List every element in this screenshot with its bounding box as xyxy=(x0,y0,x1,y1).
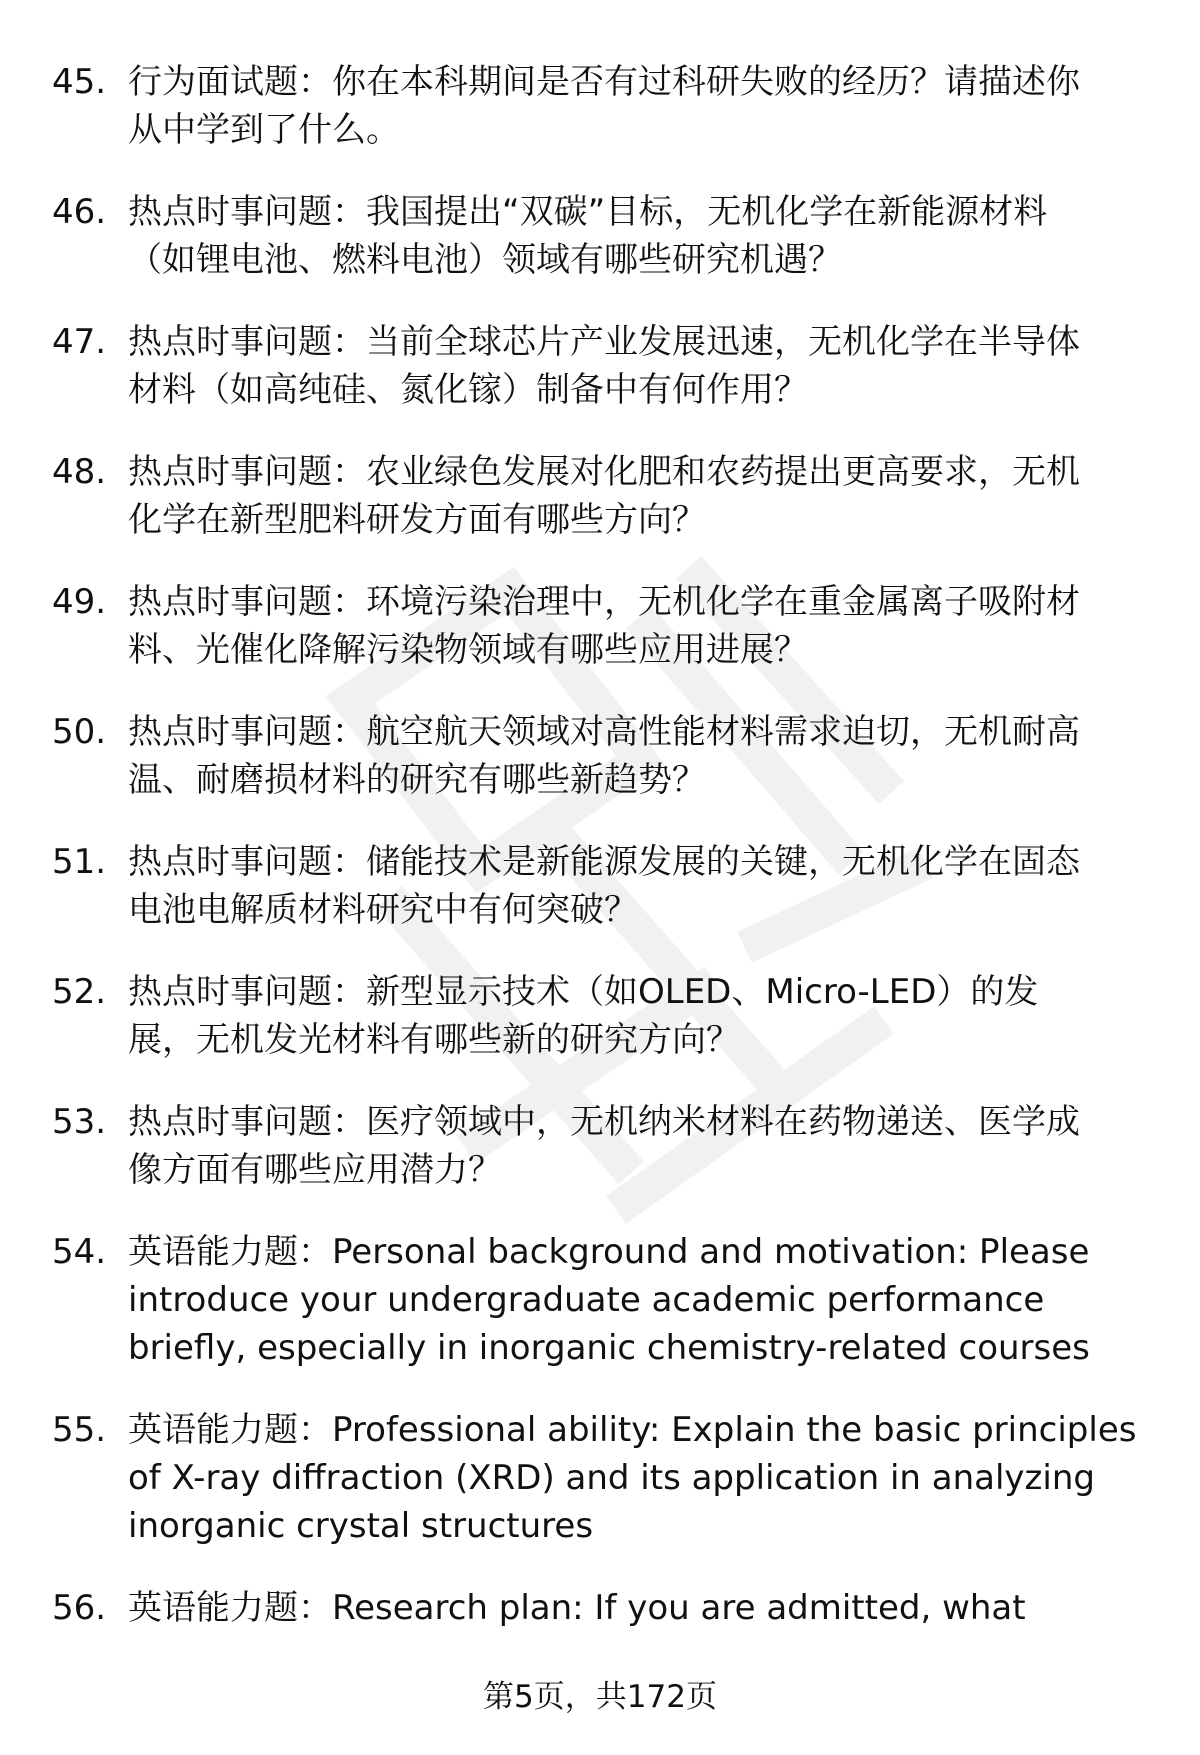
question-line: 料、光催化降解污染物领域有哪些应用进展？ xyxy=(128,630,808,670)
question-line: 英语能力题：Personal background and motivation: Please xyxy=(128,1232,1090,1272)
question-line: 英语能力题：Professional ability: Explain the basic principles xyxy=(128,1410,1137,1450)
question-line: inorganic crystal structures xyxy=(128,1506,594,1546)
question-list xyxy=(52,58,1162,1666)
question-line: 展，无机发光材料有哪些新的研究方向？ xyxy=(128,1020,740,1060)
question-item xyxy=(52,708,1162,804)
question-number: 46. xyxy=(52,192,107,232)
page-footer: 第5页，共172页 xyxy=(483,1679,717,1715)
question-line: 热点时事问题：当前全球芯片产业发展迅速，无机化学在半导体 xyxy=(128,322,1080,362)
question-line: 热点时事问题：农业绿色发展对化肥和农药提出更高要求，无机 xyxy=(128,452,1080,492)
question-number: 49. xyxy=(52,582,107,622)
question-line: 材料（如高纯硅、氮化镓）制备中有何作用？ xyxy=(128,370,808,410)
question-item xyxy=(52,1584,1162,1632)
question-item xyxy=(52,1098,1162,1194)
question-item xyxy=(52,318,1162,414)
question-number: 55. xyxy=(52,1410,107,1450)
question-number: 45. xyxy=(52,62,107,102)
question-text xyxy=(128,1228,1162,1372)
question-line: 热点时事问题：环境污染治理中，无机化学在重金属离子吸附材 xyxy=(128,582,1080,622)
question-line: 英语能力题：Research plan: If you are admitted, what xyxy=(128,1588,1026,1628)
question-line: 热点时事问题：储能技术是新能源发展的关键，无机化学在固态 xyxy=(128,842,1080,882)
question-line: 电池电解质材料研究中有何突破？ xyxy=(128,890,638,930)
question-line: 行为面试题：你在本科期间是否有过科研失败的经历？请描述你 xyxy=(128,62,1080,102)
question-line: 像方面有哪些应用潜力？ xyxy=(128,1150,502,1190)
question-text xyxy=(128,578,1162,674)
question-item xyxy=(52,188,1162,284)
question-item xyxy=(52,58,1162,154)
question-number: 47. xyxy=(52,322,107,362)
question-item xyxy=(52,1406,1162,1550)
question-number: 54. xyxy=(52,1232,107,1272)
question-text xyxy=(128,968,1162,1064)
question-line: 温、耐磨损材料的研究有哪些新趋势？ xyxy=(128,760,706,800)
question-text xyxy=(128,838,1162,934)
question-text xyxy=(128,188,1162,284)
question-line: 从中学到了什么。 xyxy=(128,110,400,150)
question-line: 热点时事问题：新型显示技术（如OLED、Micro-LED）的发 xyxy=(128,972,1039,1012)
question-item xyxy=(52,448,1162,544)
question-line: （如锂电池、燃料电池）领域有哪些研究机遇？ xyxy=(128,240,842,280)
question-line: 热点时事问题：我国提出“双碳”目标，无机化学在新能源材料 xyxy=(128,192,1048,232)
question-line: 热点时事问题：医疗领域中，无机纳米材料在药物递送、医学成 xyxy=(128,1102,1080,1142)
question-item xyxy=(52,838,1162,934)
question-number: 50. xyxy=(52,712,107,752)
question-text xyxy=(128,708,1162,804)
question-number: 56. xyxy=(52,1588,107,1628)
question-number: 53. xyxy=(52,1102,107,1142)
question-item xyxy=(52,968,1162,1064)
question-line: 热点时事问题：航空航天领域对高性能材料需求迫切，无机耐高 xyxy=(128,712,1080,752)
question-line: 化学在新型肥料研发方面有哪些方向？ xyxy=(128,500,706,540)
question-text xyxy=(128,448,1162,544)
question-line: briefly, especially in inorganic chemistry-related courses xyxy=(128,1328,1090,1368)
question-number: 51. xyxy=(52,842,107,882)
question-text xyxy=(128,318,1162,414)
question-text xyxy=(128,1406,1162,1550)
question-item xyxy=(52,1228,1162,1372)
question-line: of X-ray diffraction (XRD) and its application in analyzing xyxy=(128,1458,1095,1498)
question-text xyxy=(128,1584,1162,1632)
question-line: introduce your undergraduate academic performance xyxy=(128,1280,1045,1320)
question-number: 48. xyxy=(52,452,107,492)
question-number: 52. xyxy=(52,972,107,1012)
question-text xyxy=(128,1098,1162,1194)
question-text xyxy=(128,58,1162,154)
question-item xyxy=(52,578,1162,674)
